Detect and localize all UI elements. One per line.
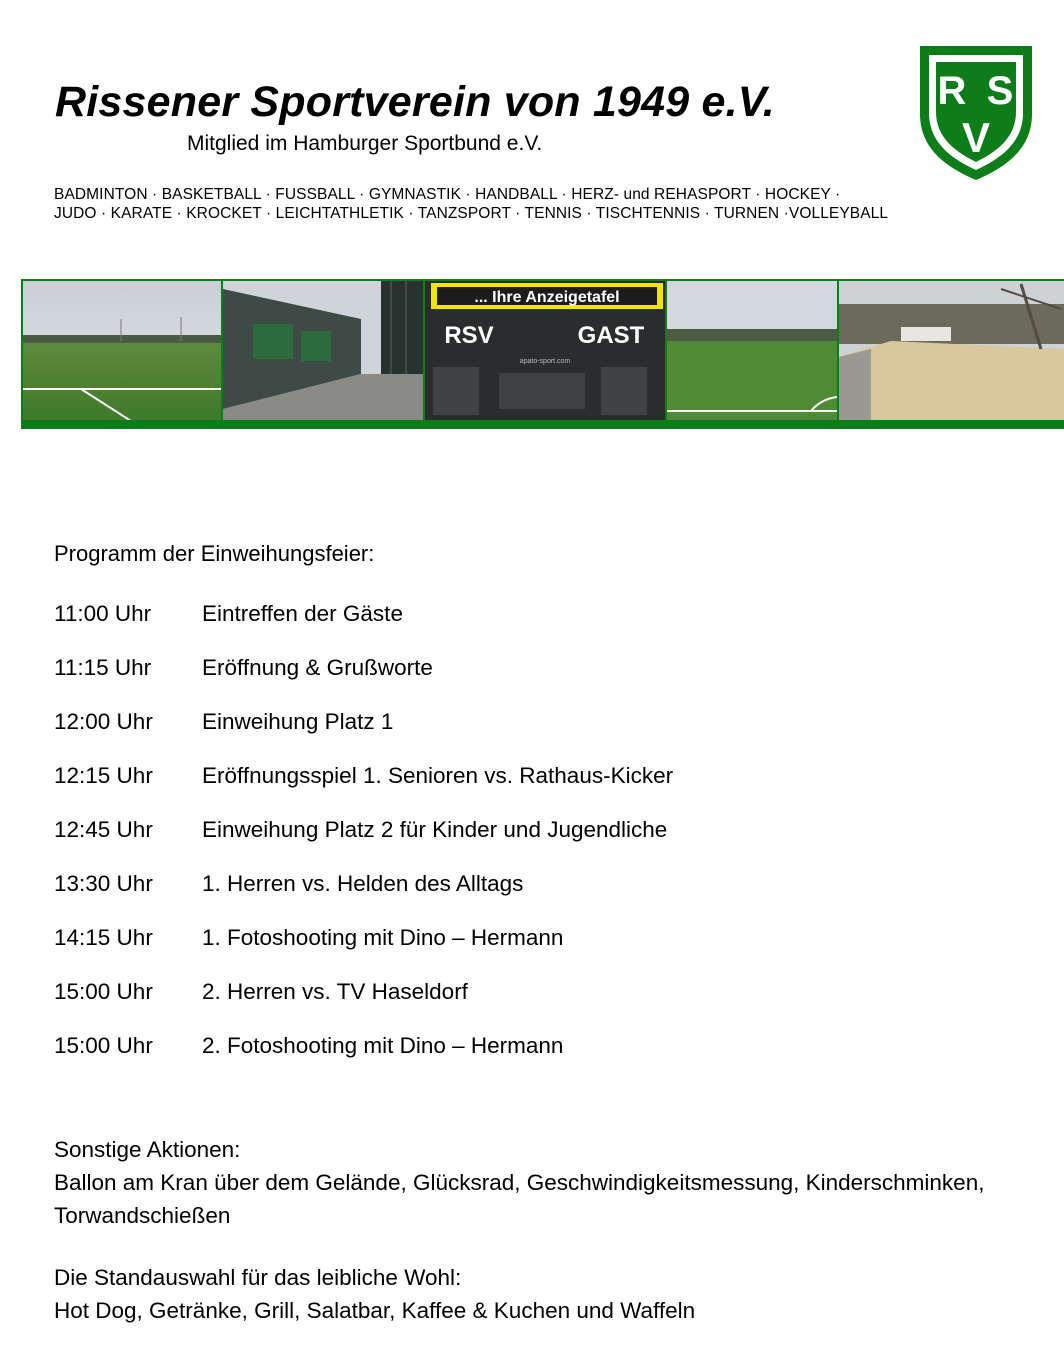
sports-list-line-2: JUDO · KARATE · KROCKET · LEICHTATHLETIK · TANZSPORT · TENNIS · TISCHTENNIS · TURNEN ·VOLLEYBALL (54, 205, 889, 222)
schedule-event: Eröffnung & Grußworte (202, 655, 433, 680)
schedule-event: 1. Herren vs. Helden des Alltags (202, 871, 524, 896)
scoreboard-banner-text: ... Ihre Anzeigetafel (474, 289, 620, 306)
scoreboard-guest-label: GAST (577, 322, 645, 349)
schedule-time: 13:30 Uhr (54, 871, 153, 896)
schedule-event: Eintreffen der Gäste (202, 601, 403, 626)
rsv-logo (916, 42, 1036, 182)
schedule-time: 12:15 Uhr (54, 763, 153, 788)
scoreboard-small-text: apato-sport.com (519, 358, 571, 365)
other-actions-heading: Sonstige Aktionen: (54, 1137, 241, 1162)
club-title: Rissener Sportverein von 1949 e.V. (55, 78, 775, 126)
schedule-event: Einweihung Platz 2 für Kinder und Jugendliche (202, 817, 668, 842)
logo-letter-s: S (986, 69, 1014, 113)
banner-green-bar (21, 420, 1064, 429)
schedule-time: 14:15 Uhr (54, 925, 153, 950)
logo-letter-v: V (961, 114, 991, 161)
scoreboard-home-label: RSV (444, 322, 494, 349)
photo-banner (21, 279, 1064, 429)
food-text: Hot Dog, Getränke, Grill, Salatbar, Kaffee & Kuchen und Waffeln (54, 1298, 696, 1323)
schedule-event: 1. Fotoshooting mit Dino – Hermann (202, 925, 564, 950)
schedule-time: 12:45 Uhr (54, 817, 153, 842)
schedule-time: 11:00 Uhr (54, 601, 152, 626)
photo-football-field (23, 281, 221, 421)
sports-list-line-1: BADMINTON · BASKETBALL · FUSSBALL · GYMNASTIK · HANDBALL · HERZ- und REHASPORT · HOCKEY · (54, 186, 841, 203)
photo-turf-pitch (667, 281, 837, 421)
other-actions-text: Ballon am Kran über dem Gelände, Glücksrad, Geschwindigkeitsmessung, Kinderschminken, Torwandschießen (54, 1170, 985, 1228)
schedule-time: 15:00 Uhr (54, 979, 153, 1004)
club-subtitle: Mitglied im Hamburger Sportbund e.V. (187, 132, 543, 155)
schedule-event: 2. Herren vs. TV Haseldorf (202, 979, 468, 1004)
logo-letter-r: R (937, 69, 967, 113)
schedule-time: 11:15 Uhr (54, 655, 152, 680)
schedule-time: 12:00 Uhr (54, 709, 153, 734)
food-heading: Die Standauswahl für das leibliche Wohl: (54, 1265, 462, 1290)
schedule-event: Einweihung Platz 1 (202, 709, 394, 734)
schedule-time: 15:00 Uhr (54, 1033, 153, 1058)
schedule-event: Eröffnungsspiel 1. Senioren vs. Rathaus-Kicker (202, 763, 674, 788)
photo-clubhouse (223, 281, 423, 421)
schedule-event: 2. Fotoshooting mit Dino – Hermann (202, 1033, 564, 1058)
program-heading: Programm der Einweihungsfeier: (54, 541, 375, 566)
photo-beach-court (839, 281, 1064, 421)
photo-scoreboard (425, 281, 665, 421)
